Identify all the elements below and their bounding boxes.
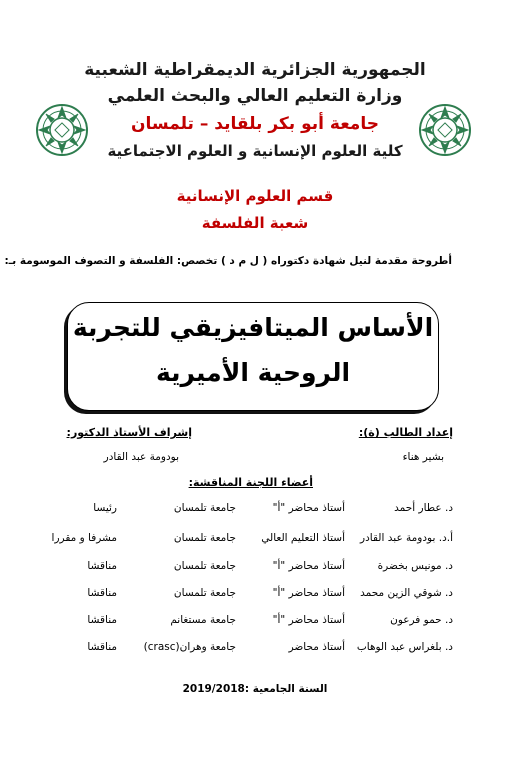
member-role: مناقشا — [87, 641, 117, 653]
supervisor-label: إشراف الأستاذ الدكتور: — [66, 426, 192, 439]
supervisor-name: بودومة عبد القادر — [103, 451, 179, 463]
thesis-title-line2: الروحية الأميرية — [155, 358, 351, 387]
member-rank: أستاذ محاضر "أ" — [272, 614, 345, 626]
member-rank: أستاذ التعليم العالي — [261, 532, 345, 544]
student-name: بشير هناء — [402, 451, 444, 463]
member-university: جامعة مستغانم — [170, 614, 236, 626]
member-role: رئيسا — [93, 502, 117, 514]
member-university: جامعة تلمسان — [173, 532, 236, 544]
member-rank: أستاذ محاضر — [288, 641, 345, 653]
student-label: إعداد الطالب (ة): — [358, 426, 453, 439]
member-rank: أستاذ محاضر "أ" — [272, 502, 345, 514]
member-name: د. مونيس بخضرة — [377, 560, 453, 572]
academic-year: السنة الجامعية :2019/2018 — [182, 683, 328, 695]
university-seal-icon — [418, 103, 472, 157]
thesis-title-line1: الأساس الميتافيزيقي للتجربة — [72, 313, 434, 342]
republic-heading: الجمهورية الجزائرية الديمقراطية الشعبية — [84, 60, 426, 80]
member-name: د. شوقي الزين محمد — [360, 587, 453, 599]
faculty-heading: كلية العلوم الإنسانية و العلوم الاجتماعية — [107, 142, 403, 160]
member-role: مشرفا و مقررا — [51, 532, 117, 544]
member-name: د. عطار أحمد — [394, 502, 453, 514]
department-heading: قسم العلوم الإنسانية — [176, 187, 334, 205]
member-rank: أستاذ محاضر "أ" — [272, 560, 345, 572]
member-role: مناقشا — [87, 560, 117, 572]
thesis-intro: أطروحة مقدمة لنيل شهادة دكتوراه ( ل م د ) تخصص: الفلسفة و التصوف الموسومة بـ: — [4, 255, 452, 267]
ministry-heading: وزارة التعليم العالي والبحث العلمي — [107, 86, 403, 106]
university-heading: جامعة أبو بكر بلقايد – تلمسان — [131, 114, 379, 134]
member-university: جامعة تلمسان — [173, 587, 236, 599]
university-seal-icon — [35, 103, 89, 157]
member-university: جامعة تلمسان — [173, 560, 236, 572]
committee-label: أعضاء اللجنة المناقشة: — [188, 476, 313, 489]
member-role: مناقشا — [87, 614, 117, 626]
member-name: د. بلغراس عبد الوهاب — [356, 641, 453, 653]
member-name: أ.د. بودومة عبد القادر — [360, 532, 453, 544]
member-university: جامعة وهران(crasc) — [143, 641, 236, 653]
member-rank: أستاذ محاضر "أ" — [272, 587, 345, 599]
branch-heading: شعبة الفلسفة — [201, 214, 309, 232]
member-name: د. حمو فرعون — [390, 614, 453, 626]
thesis-title-box — [67, 302, 439, 411]
member-university: جامعة تلمسان — [173, 502, 236, 514]
member-role: مناقشا — [87, 587, 117, 599]
